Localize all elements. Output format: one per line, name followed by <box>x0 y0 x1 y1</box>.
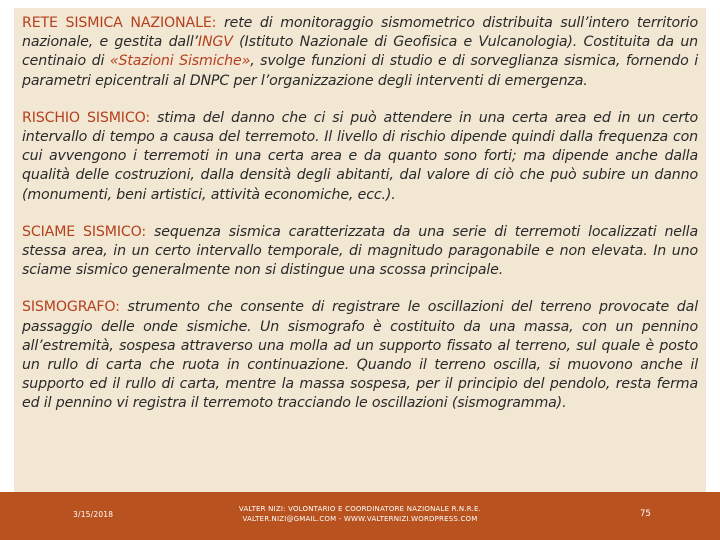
term-label: RISCHIO SISMICO: <box>22 109 150 126</box>
footer-author-line: VALTER NIZI: VOLONTARIO E COORDINATORE NAZIONALE R.N.R.E. <box>238 505 482 513</box>
paragraph-sismografo <box>22 298 698 413</box>
footer-bar <box>0 492 720 540</box>
term-label: RETE SISMICA NAZIONALE: <box>22 15 217 31</box>
footer-author <box>200 504 520 524</box>
paragraph-rischio-sismico <box>22 109 698 205</box>
footer-contact-line: VALTER.NIZI@GMAIL.COM - WWW.VALTERNIZI.WORDPRESS.COM <box>242 515 478 523</box>
text-segment: (Istituto Nazionale di Geofisica e Vulcanologia). Costituita da un centinaio di <box>22 34 698 70</box>
text-segment: rete di monitoraggio sismometrico distribuita sull’intero territorio nazionale, e gestita dall’ <box>22 15 698 51</box>
term-label: SCIAME SISMICO: <box>22 223 147 240</box>
highlight-segment: INGV <box>197 34 233 51</box>
paragraph-rete-sismica <box>22 14 698 91</box>
paragraph-sciame-sismico <box>22 223 698 281</box>
text-segment: stima del danno che ci si può attendere in una certa area ed in un certo intervallo di tempo a causa del terremoto. Il livello di rischio dipende quindi dalla frequenza con cui avvengono i terremoti in una certa area e da quanto sono forti; ma dipende anche dalla qualità delle costruzioni, dalla densità degli abitanti, dal valore di ciò che può subire un danno (monumenti, beni artistici, attività economiche, ecc.). <box>22 109 698 203</box>
footer-date: 3/15/2018 <box>73 510 114 519</box>
text-segment: sequenza sismica caratterizzata da una serie di terremoti localizzati nella stessa area, in un certo intervallo temporale, di magnitudo paragonabile e non elevata. In uno sciame sismico generalmente non si distingue una scossa principale. <box>22 223 699 279</box>
term-label: SISMOGRAFO: <box>22 299 120 316</box>
text-segment: strumento che consente di registrare le oscillazioni del terreno provocate dal passaggio delle onde sismiche. Un sismografo è costituito da una massa, con un pennino all’estremità, sospesa attraverso una molla ad un supporto fissato al terreno, sul quale è posto un rullo di carta che ruota in continuazione. Quando il terreno oscilla, si muovono anche il supporto ed il rullo di carta, mentre la massa sospesa, per il principio del pendolo, resta ferma ed il pennino vi registra il terremoto tracciando le oscillazioni (sismogramma). <box>22 299 698 412</box>
highlight-segment: «Stazioni Sismiche» <box>109 53 251 70</box>
page-number: 75 <box>640 509 651 519</box>
content-area <box>14 8 706 492</box>
text-segment: , svolge funzioni di studio e di sorveglianza sismica, fornendo i parametri epicentrali al DNPC per l’organizzazione degli interventi di emergenza. <box>22 53 699 89</box>
